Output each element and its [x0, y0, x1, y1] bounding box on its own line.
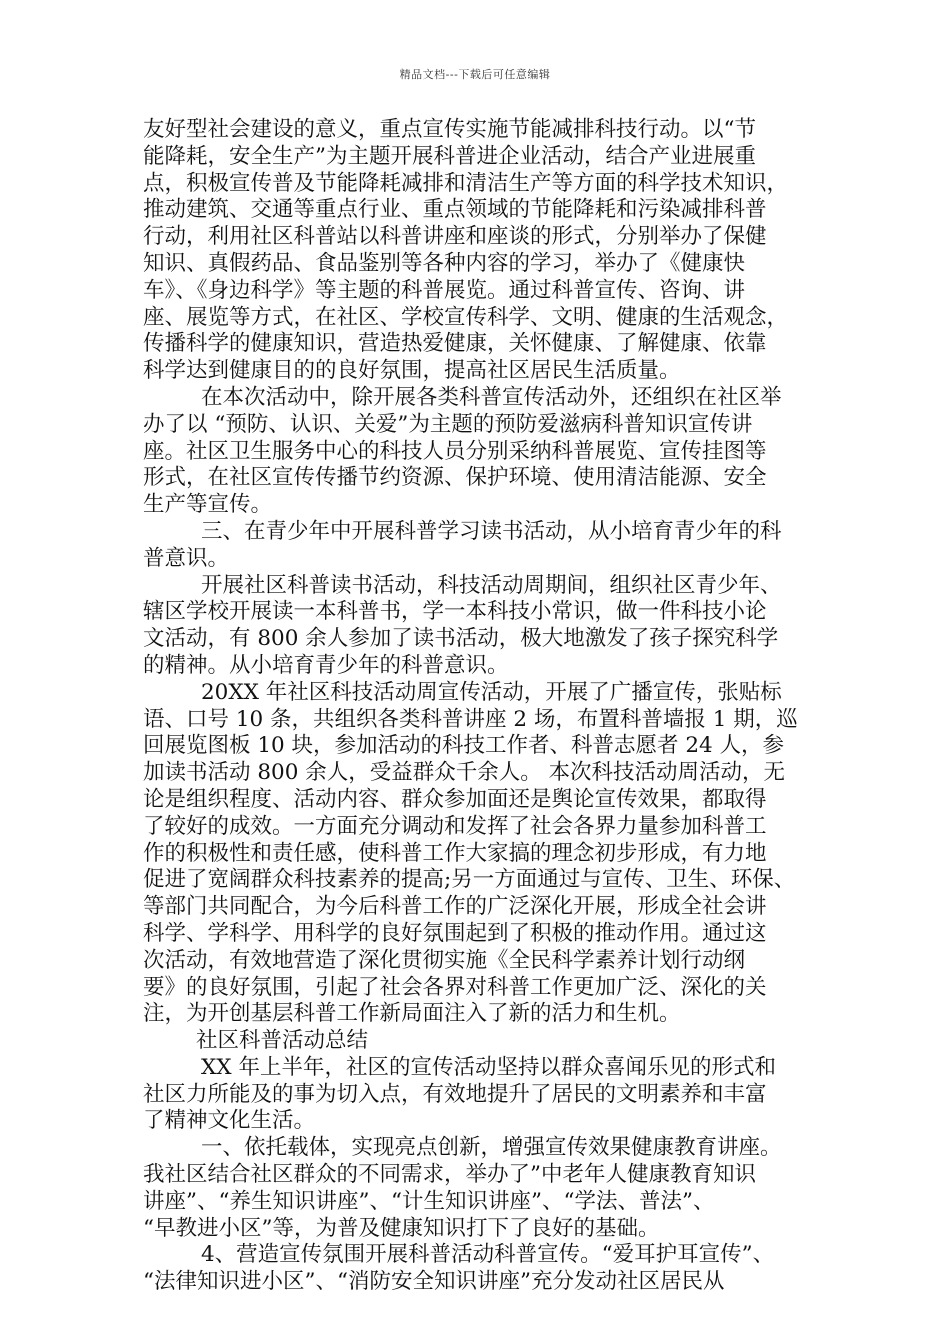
text-line: 座、展览等方式，在社区、学校宣传科学、文明、健康的生活观念，: [143, 304, 789, 330]
text-line: 等部门共同配合，为今后科普工作的广泛深化开展，形成全社会讲: [143, 894, 767, 920]
text-line: 友好型社会建设的意义，重点宣传实施节能减排科技行动。以“节: [143, 117, 756, 142]
text-line: 在本次活动中，除开展各类科普宣传活动外，还组织在社区举: [201, 384, 782, 410]
text-line: XX 年上半年，社区的宣传活动坚持以群众喜闻乐见的形式和: [201, 1054, 776, 1080]
text-line: 要》的良好氛围，引起了社会各界对科普工作更加广泛、深化的关: [143, 974, 767, 1000]
text-line: 语、口号 10 条，共组织各类科普讲座 2 场，布置科普墙报 1 期，巡: [143, 706, 798, 732]
text-line: 开展社区科普读书活动，科技活动周期间，组织社区青少年、: [201, 572, 782, 598]
text-line: 能降耗，安全生产”为主题开展科普进企业活动，结合产业进展重: [143, 143, 756, 169]
text-line: 点，积极宣传普及节能降耗减排和清洁生产等方面的科学技术知识，: [143, 170, 789, 196]
text-line: 传播科学的健康知识，营造热爱健康，关怀健康、了解健康、依靠: [143, 331, 767, 357]
text-line: 车》、《身边科学》等主题的科普展览。通过科普宣传、咨询、讲: [143, 277, 746, 303]
text-line: 办了以 “预防、认识、关爱”为主题的预防爱滋病科普知识宣传讲: [143, 411, 753, 437]
text-line: 20XX 年社区科技活动周宣传活动，开展了广播宣传，张贴标: [201, 679, 782, 705]
text-line: 科学、学科学、用科学的良好氛围起到了积极的推动作用。通过这: [143, 920, 767, 946]
text-line: “早教进小区”等，为普及健康知识打下了良好的基础。: [143, 1215, 660, 1241]
text-line: 推动建筑、交通等重点行业、重点领域的节能降耗和污染减排科普: [143, 197, 767, 223]
text-line: 知识、真假药品、食品鉴别等各种内容的学习，举办了《健康快: [143, 250, 746, 276]
text-line: 生产等宣传。: [143, 492, 273, 518]
text-line: 座。社区卫生服务中心的科技人员分别采纳科普展览、宣传挂图等: [143, 438, 767, 464]
text-line: 论是组织程度、活动内容、群众参加面还是舆论宣传效果，都取得: [143, 786, 767, 812]
text-line: 了较好的成效。一方面充分调动和发挥了社会各界力量参加科普工: [143, 813, 767, 839]
text-line: 加读书活动 800 余人，受益群众千余人。 本次科技活动周活动，无: [143, 760, 786, 786]
text-line: 社区科普活动总结: [196, 1028, 369, 1054]
text-line: 形式，在社区宣传传播节约资源、保护环境、使用清洁能源、安全: [143, 465, 767, 491]
text-line: “法律知识进小区”、“消防安全知识讲座”充分发动社区居民从: [143, 1269, 725, 1295]
text-line: 促进了宽阔群众科技素养的提高;另一方面通过与宣传、卫生、环保、: [143, 867, 796, 893]
text-line: 我社区结合社区群众的不同需求，举办了”中老年人健康教育知识: [143, 1162, 756, 1188]
text-line: 回展览图板 10 块，参加活动的科技工作者、科普志愿者 24 人，参: [143, 733, 785, 759]
text-line: 4、营造宣传氛围开展科普活动科普宣传。“爱耳护耳宣传”、: [201, 1242, 775, 1268]
text-line: 一、依托载体，实现亮点创新，增强宣传效果健康教育讲座。: [201, 1135, 782, 1161]
text-line: 文活动，有 800 余人参加了读书活动，极大地激发了孩子探究科学: [143, 626, 779, 652]
text-line: 注，为开创基层科普工作新局面注入了新的活力和生机。: [143, 1001, 681, 1027]
text-line: 讲座”、“养生知识讲座”、“计生知识讲座”、“学法、普法”、: [143, 1188, 715, 1214]
text-line: 了精神文化生活。: [143, 1108, 316, 1134]
text-line: 行动，利用社区科普站以科普讲座和座谈的形式，分别举办了保健: [143, 224, 767, 250]
text-line: 科学达到健康目的的良好氛围，提高社区居民生活质量。: [143, 358, 681, 384]
text-line: 辖区学校开展读一本科普书，学一本科技小常识，做一件科技小论: [143, 599, 767, 625]
text-line: 三、在青少年中开展科普学习读书活动，从小培育青少年的科: [201, 518, 782, 544]
text-line: 作的积极性和责任感，使科普工作大家搞的理念初步形成，有力地: [143, 840, 767, 866]
text-line: 普意识。: [143, 545, 230, 571]
text-line: 的精神。从小培育青少年的科普意识。: [143, 652, 509, 678]
page-header: 精品文档---下载后可任意编辑: [399, 68, 551, 81]
text-line: 社区力所能及的事为切入点，有效地提升了居民的文明素养和丰富: [143, 1081, 767, 1107]
document-body: [143, 117, 815, 1296]
text-line: 次活动，有效地营造了深化贯彻实施《全民科学素养计划行动纲: [143, 947, 746, 973]
